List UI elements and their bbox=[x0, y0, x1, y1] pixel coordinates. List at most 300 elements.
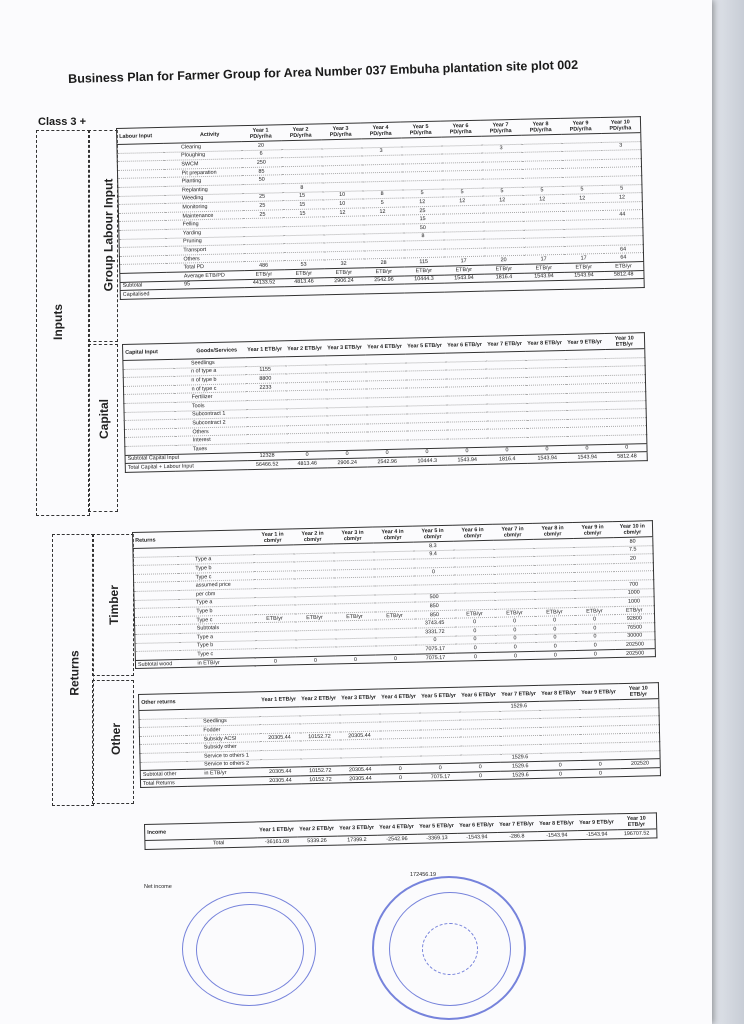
cell: 12 bbox=[602, 193, 642, 202]
cell: 0 bbox=[575, 649, 615, 658]
cell: -3369.13 bbox=[417, 833, 457, 842]
cell: 10152.72 bbox=[300, 775, 340, 784]
cell: Clearing bbox=[163, 142, 241, 152]
cell: Capital Input bbox=[123, 343, 173, 360]
cell: Total Returns bbox=[140, 778, 186, 788]
cell: Year 1 PD/yr/ha bbox=[240, 125, 280, 142]
cell: 1543.94 bbox=[527, 454, 567, 463]
cell: ETB/yr bbox=[374, 611, 414, 620]
cell: 5 bbox=[522, 186, 562, 195]
cell: 5 bbox=[402, 189, 442, 198]
other-label: Other bbox=[109, 722, 124, 756]
cell: 1529.6 bbox=[499, 701, 539, 710]
cell: Year 8 PD/yr/ha bbox=[520, 118, 560, 135]
cell: 44133.52 bbox=[244, 278, 284, 287]
cell: 10 bbox=[322, 199, 362, 208]
cell: 25 bbox=[402, 206, 442, 215]
cell: Year 10 in cbm/yr bbox=[612, 521, 652, 538]
cell: 0 bbox=[455, 652, 495, 661]
cell: Pruning bbox=[165, 236, 243, 246]
cell: 20305.44 bbox=[340, 774, 380, 783]
cell: 8 bbox=[362, 190, 402, 199]
cell: 0 bbox=[327, 450, 367, 459]
cell: 0 bbox=[607, 443, 647, 452]
cell bbox=[184, 692, 258, 710]
cell: Type c bbox=[177, 572, 253, 582]
cell: 7075.17 bbox=[415, 653, 455, 662]
cell: 0 bbox=[495, 625, 535, 634]
cell: Year 3 in cbm/yr bbox=[332, 527, 372, 544]
cell: ETB/yr bbox=[534, 607, 574, 616]
cell: 3 bbox=[601, 141, 641, 150]
labour-label: Group Labour Input bbox=[101, 178, 116, 292]
cell: 1543.94 bbox=[524, 272, 564, 281]
cell: Transport bbox=[165, 245, 243, 255]
cell: Year 3 ETB/yr bbox=[336, 819, 376, 836]
cell: 8800 bbox=[245, 374, 285, 383]
cell: -1543.94 bbox=[457, 832, 497, 841]
cell: 1000 bbox=[614, 588, 654, 597]
cell: ETB/yr bbox=[454, 609, 494, 618]
cell: 1529.6 bbox=[500, 753, 540, 762]
cell: n of type b bbox=[173, 375, 245, 385]
cell: Year 6 ETB/yr bbox=[456, 817, 496, 834]
cell: Type b bbox=[179, 640, 255, 650]
cell: Year 3 ETB/yr bbox=[324, 339, 364, 356]
cell: Year 9 ETB/yr bbox=[578, 684, 618, 701]
cell: 5339.26 bbox=[297, 836, 337, 845]
cell: Year 8 ETB/yr bbox=[536, 815, 576, 832]
cell: Subtotal Capital Input bbox=[125, 454, 175, 464]
cell: Year 1 in cbm/yr bbox=[252, 529, 292, 546]
labour-section bbox=[116, 116, 645, 300]
cell: Replanting bbox=[164, 185, 242, 195]
cell: Subtotal bbox=[120, 281, 166, 291]
cell: Type a bbox=[177, 554, 253, 564]
cell: 6 bbox=[241, 149, 281, 158]
cell: Year 10 ETB/yr bbox=[604, 333, 644, 350]
cell: 25 bbox=[242, 209, 282, 218]
cell: 1543.94 bbox=[567, 453, 607, 462]
cell: 85 bbox=[241, 167, 281, 176]
cell: Year 2 PD/yr/ha bbox=[280, 124, 320, 141]
cell: 3743.45 bbox=[415, 619, 455, 628]
cell: Year 10 ETB/yr bbox=[618, 683, 658, 700]
cell: 20 bbox=[484, 256, 524, 265]
cell: 0 bbox=[575, 615, 615, 624]
cell: Year 2 ETB/yr bbox=[298, 690, 338, 707]
cell: 20305.44 bbox=[260, 776, 300, 785]
cell bbox=[404, 283, 444, 292]
cell: Year 6 PD/yr/ha bbox=[440, 120, 480, 137]
cell: 12 bbox=[322, 208, 362, 217]
income-section bbox=[144, 812, 657, 849]
cell: 0 bbox=[447, 447, 487, 456]
cell: 15 bbox=[282, 191, 322, 200]
cell: 0 bbox=[380, 773, 420, 782]
timber-label: Timber bbox=[106, 585, 121, 625]
cell: 17 bbox=[444, 257, 484, 266]
cell: n of type c bbox=[173, 383, 245, 393]
cell: 0 bbox=[460, 762, 500, 771]
cell: Year 6 in cbm/yr bbox=[452, 524, 492, 541]
class-label: Class 3 + bbox=[38, 116, 87, 128]
cell: -36161.08 bbox=[257, 837, 297, 846]
cell: 5 bbox=[602, 184, 642, 193]
cell: 1543.94 bbox=[564, 271, 604, 280]
capital-section bbox=[122, 332, 648, 473]
cell bbox=[484, 281, 524, 290]
cell: Year 3 PD/yr/ha bbox=[320, 123, 360, 140]
cell: Year 8 ETB/yr bbox=[524, 334, 564, 351]
cell: Year 4 in cbm/yr bbox=[372, 526, 412, 543]
cell bbox=[186, 776, 260, 786]
cell: Year 6 ETB/yr bbox=[444, 336, 484, 353]
cell: 0 bbox=[535, 624, 575, 633]
cell: 12 bbox=[562, 194, 602, 203]
cell: 10152.72 bbox=[299, 732, 339, 741]
cell: 0 bbox=[455, 635, 495, 644]
cell: 25 bbox=[242, 201, 282, 210]
cell: 0 bbox=[455, 618, 495, 627]
cell: Year 4 ETB/yr bbox=[364, 338, 404, 355]
cell: 92800 bbox=[615, 614, 655, 623]
cell: 1543.94 bbox=[447, 455, 487, 464]
cell: Year 8 ETB/yr bbox=[538, 685, 578, 702]
cell: 25 bbox=[242, 192, 282, 201]
cell: Others bbox=[174, 426, 246, 436]
cell: 10444.3 bbox=[407, 456, 447, 465]
cell: Year 9 ETB/yr bbox=[564, 334, 604, 351]
cell: -286.8 bbox=[497, 832, 537, 841]
cell: Year 5 ETB/yr bbox=[416, 817, 456, 834]
cell: 50 bbox=[242, 175, 282, 184]
cell: 1000 bbox=[614, 597, 654, 606]
cell: Year 9 PD/yr/ha bbox=[560, 118, 600, 135]
cell: 64 bbox=[603, 244, 643, 253]
cell: ETB/yr bbox=[364, 267, 404, 276]
cell: Year 10 PD/yr/ha bbox=[600, 117, 640, 134]
cell: Year 9 in cbm/yr bbox=[572, 522, 612, 539]
cell: Planting bbox=[164, 176, 242, 186]
cell: 53 bbox=[284, 260, 324, 269]
cell: 0 bbox=[455, 643, 495, 652]
cell: ETB/yr bbox=[334, 612, 374, 621]
cell: 0 bbox=[367, 449, 407, 458]
cell: Pit preparation bbox=[163, 167, 241, 177]
cell: 0 bbox=[287, 450, 327, 459]
cell: 20 bbox=[241, 141, 281, 150]
cell: Weeding bbox=[164, 193, 242, 203]
cell: 0 bbox=[407, 448, 447, 457]
cell: Subtotal other bbox=[140, 770, 186, 780]
cell: Year 1 ETB/yr bbox=[256, 821, 296, 838]
labour-table bbox=[116, 116, 645, 300]
cell: 850 bbox=[414, 601, 454, 610]
cell: Year 2 in cbm/yr bbox=[292, 528, 332, 545]
cell: 850 bbox=[414, 610, 454, 619]
cell: 0 bbox=[540, 761, 580, 770]
cell: 0 bbox=[535, 616, 575, 625]
cell: Taxes bbox=[175, 444, 247, 454]
cell: Subsidy ACSI bbox=[185, 734, 259, 744]
capital-label: Capital bbox=[97, 398, 112, 440]
cell: ETB/yr bbox=[614, 605, 654, 614]
cell: Year 8 in cbm/yr bbox=[532, 523, 572, 540]
cell: 1816.4 bbox=[487, 454, 527, 463]
cell: Total Capital + Labour Input bbox=[125, 462, 175, 472]
cell: 12 bbox=[522, 195, 562, 204]
cell: 3 bbox=[481, 144, 521, 153]
cell bbox=[324, 285, 364, 294]
timber-table bbox=[132, 520, 656, 669]
cell bbox=[524, 280, 564, 289]
cell: Total bbox=[195, 838, 257, 848]
cell: 1543.94 bbox=[444, 274, 484, 283]
cell: Year 3 ETB/yr bbox=[338, 689, 378, 706]
cell: 0 bbox=[535, 633, 575, 642]
cell bbox=[564, 280, 604, 289]
cell: 0 bbox=[575, 624, 615, 633]
cell: 95 bbox=[166, 279, 244, 289]
cell: 202520 bbox=[620, 759, 660, 768]
cell: per cbm bbox=[178, 589, 254, 599]
cell: Year 5 in cbm/yr bbox=[412, 525, 452, 542]
cell: 44 bbox=[603, 210, 643, 219]
cell bbox=[620, 767, 660, 776]
cell: 10 bbox=[322, 190, 362, 199]
cell: 50 bbox=[403, 223, 443, 232]
cell: Maintenance bbox=[164, 210, 242, 220]
cell: 250 bbox=[241, 158, 281, 167]
cell: Year 10 ETB/yr bbox=[616, 813, 656, 830]
net-income-value: 172456.19 bbox=[410, 872, 436, 878]
cell bbox=[176, 530, 252, 548]
cell: Type b bbox=[178, 606, 254, 616]
cell: 0 bbox=[540, 769, 580, 778]
cell: Year 9 ETB/yr bbox=[576, 814, 616, 831]
cell: Tools bbox=[174, 401, 246, 411]
other-table bbox=[138, 682, 661, 788]
cell: in ETB/yr bbox=[186, 768, 260, 778]
cell: 0 bbox=[380, 764, 420, 773]
cell: 700 bbox=[614, 580, 654, 589]
cell: Interest bbox=[175, 435, 247, 445]
cell bbox=[444, 282, 484, 291]
cell: 0 bbox=[580, 760, 620, 769]
cell: 500 bbox=[414, 593, 454, 602]
cell: 15 bbox=[403, 214, 443, 223]
cell: ETB/yr bbox=[494, 608, 534, 617]
cell: Fodder bbox=[185, 725, 259, 735]
cell: 196707.52 bbox=[617, 829, 657, 838]
cell: 0 bbox=[527, 445, 567, 454]
cell: 20305.44 bbox=[340, 765, 380, 774]
returns-label: Returns bbox=[67, 650, 82, 696]
cell: 0 bbox=[375, 654, 415, 663]
cell: ETB/yr bbox=[604, 261, 644, 270]
cell: 0 bbox=[455, 626, 495, 635]
cell: 76500 bbox=[615, 623, 655, 632]
cell: Type c bbox=[178, 614, 254, 624]
cell: 0 bbox=[535, 642, 575, 651]
cell: Service to others 2 bbox=[186, 759, 260, 769]
cell: 2906.24 bbox=[324, 276, 364, 285]
cell bbox=[194, 822, 256, 839]
cell: Year 7 ETB/yr bbox=[498, 685, 538, 702]
cell: 0 bbox=[413, 567, 453, 576]
cell: -1543.94 bbox=[537, 831, 577, 840]
cell: 0 bbox=[495, 617, 535, 626]
cell: Others bbox=[165, 253, 243, 263]
cell: 1816.4 bbox=[484, 273, 524, 282]
cell: Subtotal wood bbox=[135, 659, 179, 669]
cell: 0 bbox=[495, 634, 535, 643]
cell: 0 bbox=[567, 444, 607, 453]
cell bbox=[364, 284, 404, 293]
cell: 0 bbox=[487, 446, 527, 455]
cell: Total PD bbox=[166, 262, 244, 272]
cell: 5812.48 bbox=[604, 270, 644, 279]
cell: Year 7 ETB/yr bbox=[484, 335, 524, 352]
timber-section bbox=[132, 520, 656, 669]
cell: ETB/yr bbox=[564, 262, 604, 271]
cell: 7075.17 bbox=[420, 772, 460, 781]
cell bbox=[284, 286, 324, 295]
cell: SWCM bbox=[163, 159, 241, 169]
cell: 5 bbox=[362, 198, 402, 207]
cell: 3331.72 bbox=[415, 627, 455, 636]
cell: 0 bbox=[335, 655, 375, 664]
cell: ETB/yr bbox=[404, 266, 444, 275]
cell: Labour Input bbox=[117, 127, 163, 144]
cell: Average ETB/PD bbox=[166, 271, 244, 281]
cell: -1543.94 bbox=[577, 830, 617, 839]
cell: ETB/yr bbox=[244, 270, 284, 279]
cell: 10152.72 bbox=[300, 766, 340, 775]
cell: 56466.52 bbox=[247, 460, 287, 469]
cell: Year 5 ETB/yr bbox=[404, 337, 444, 354]
cell: 12 bbox=[402, 197, 442, 206]
cell: 30000 bbox=[615, 631, 655, 640]
cell: -2542.96 bbox=[377, 834, 417, 843]
official-stamp-right bbox=[372, 876, 526, 1020]
cell: Seedlings bbox=[173, 358, 245, 368]
cell: Year 2 ETB/yr bbox=[296, 820, 336, 837]
cell: 15 bbox=[282, 200, 322, 209]
cell: 10444.3 bbox=[404, 275, 444, 284]
cell: 17 bbox=[563, 254, 603, 263]
cell: 8.3 bbox=[413, 541, 453, 550]
cell: 8 bbox=[403, 232, 443, 241]
cell: Year 1 ETB/yr bbox=[244, 341, 284, 358]
cell: Subtotals bbox=[179, 623, 255, 633]
cell: assumed price bbox=[178, 580, 254, 590]
cell: Ploughing bbox=[163, 150, 241, 160]
cell: 0 bbox=[495, 651, 535, 660]
cell: 0 bbox=[420, 763, 460, 772]
cell: 12 bbox=[482, 195, 522, 204]
cell: 2542.96 bbox=[364, 276, 404, 285]
cell: Yarding bbox=[165, 228, 243, 238]
cell: Monitoring bbox=[164, 202, 242, 212]
cell: Year 7 in cbm/yr bbox=[492, 523, 532, 540]
cell: 0 bbox=[495, 643, 535, 652]
inputs-label: Inputs bbox=[51, 304, 65, 340]
cell: Subcontract 1 bbox=[174, 409, 246, 419]
cell: ETB/yr bbox=[574, 606, 614, 615]
cell: Returns bbox=[133, 531, 177, 548]
cell: Year 6 ETB/yr bbox=[458, 686, 498, 703]
cell: Type a bbox=[178, 597, 254, 607]
cell: 20305.44 bbox=[260, 767, 300, 776]
cell: 0 bbox=[415, 636, 455, 645]
cell: 5 bbox=[482, 187, 522, 196]
cell: 9.4 bbox=[413, 550, 453, 559]
cell: Type c bbox=[179, 649, 255, 659]
cell: Subcontract 2 bbox=[174, 418, 246, 428]
cell: 4813.46 bbox=[287, 459, 327, 468]
cell: n of type a bbox=[173, 366, 245, 376]
cell: ETB/yr bbox=[324, 268, 364, 277]
cell: 5 bbox=[442, 188, 482, 197]
cell: Felling bbox=[165, 219, 243, 229]
document-title: Business Plan for Farmer Group for Area Number 037 Embuha plantation site plot 002 bbox=[68, 57, 579, 86]
cell: 0 bbox=[460, 771, 500, 780]
cell: 1529.6 bbox=[500, 770, 540, 779]
cell: 12328 bbox=[247, 451, 287, 460]
cell: Year 1 ETB/yr bbox=[258, 691, 298, 708]
cell: 115 bbox=[404, 257, 444, 266]
cell bbox=[604, 279, 644, 288]
cell: 20305.44 bbox=[259, 733, 299, 742]
capital-table bbox=[122, 332, 648, 473]
cell: Year 7 PD/yr/ha bbox=[480, 119, 520, 136]
cell: Income bbox=[145, 823, 195, 840]
cell: 5812.48 bbox=[607, 452, 647, 461]
official-stamp-left bbox=[182, 892, 316, 1006]
income-table bbox=[144, 812, 657, 849]
cell: 4813.46 bbox=[284, 277, 324, 286]
cell: Goods/Services bbox=[172, 342, 244, 360]
cell: Seedlings bbox=[185, 716, 259, 726]
cell: 0 bbox=[580, 768, 620, 777]
cell: 7.5 bbox=[613, 545, 653, 554]
cell: 12 bbox=[442, 196, 482, 205]
cell: 8 bbox=[282, 183, 322, 192]
cell: 1529.6 bbox=[500, 762, 540, 771]
cell: 1155 bbox=[245, 365, 285, 374]
cell: 0 bbox=[255, 657, 295, 666]
cell: Year 5 PD/yr/ha bbox=[400, 121, 440, 138]
cell bbox=[145, 839, 195, 849]
cell: 0 bbox=[575, 632, 615, 641]
cell: 20 bbox=[613, 554, 653, 563]
cell: in ETB/yr bbox=[179, 657, 255, 667]
cell: ETB/yr bbox=[294, 613, 334, 622]
cell: 64 bbox=[603, 253, 643, 262]
cell: Service to others 1 bbox=[186, 751, 260, 761]
cell: 80 bbox=[613, 537, 653, 546]
cell bbox=[244, 287, 284, 296]
other-section bbox=[138, 682, 661, 788]
cell: 2542.96 bbox=[367, 457, 407, 466]
cell: ETB/yr bbox=[254, 614, 294, 623]
cell: ETB/yr bbox=[484, 264, 524, 273]
cell: 32 bbox=[324, 259, 364, 268]
cell: Subsidy other bbox=[186, 742, 260, 752]
cell: 2906.24 bbox=[327, 458, 367, 467]
